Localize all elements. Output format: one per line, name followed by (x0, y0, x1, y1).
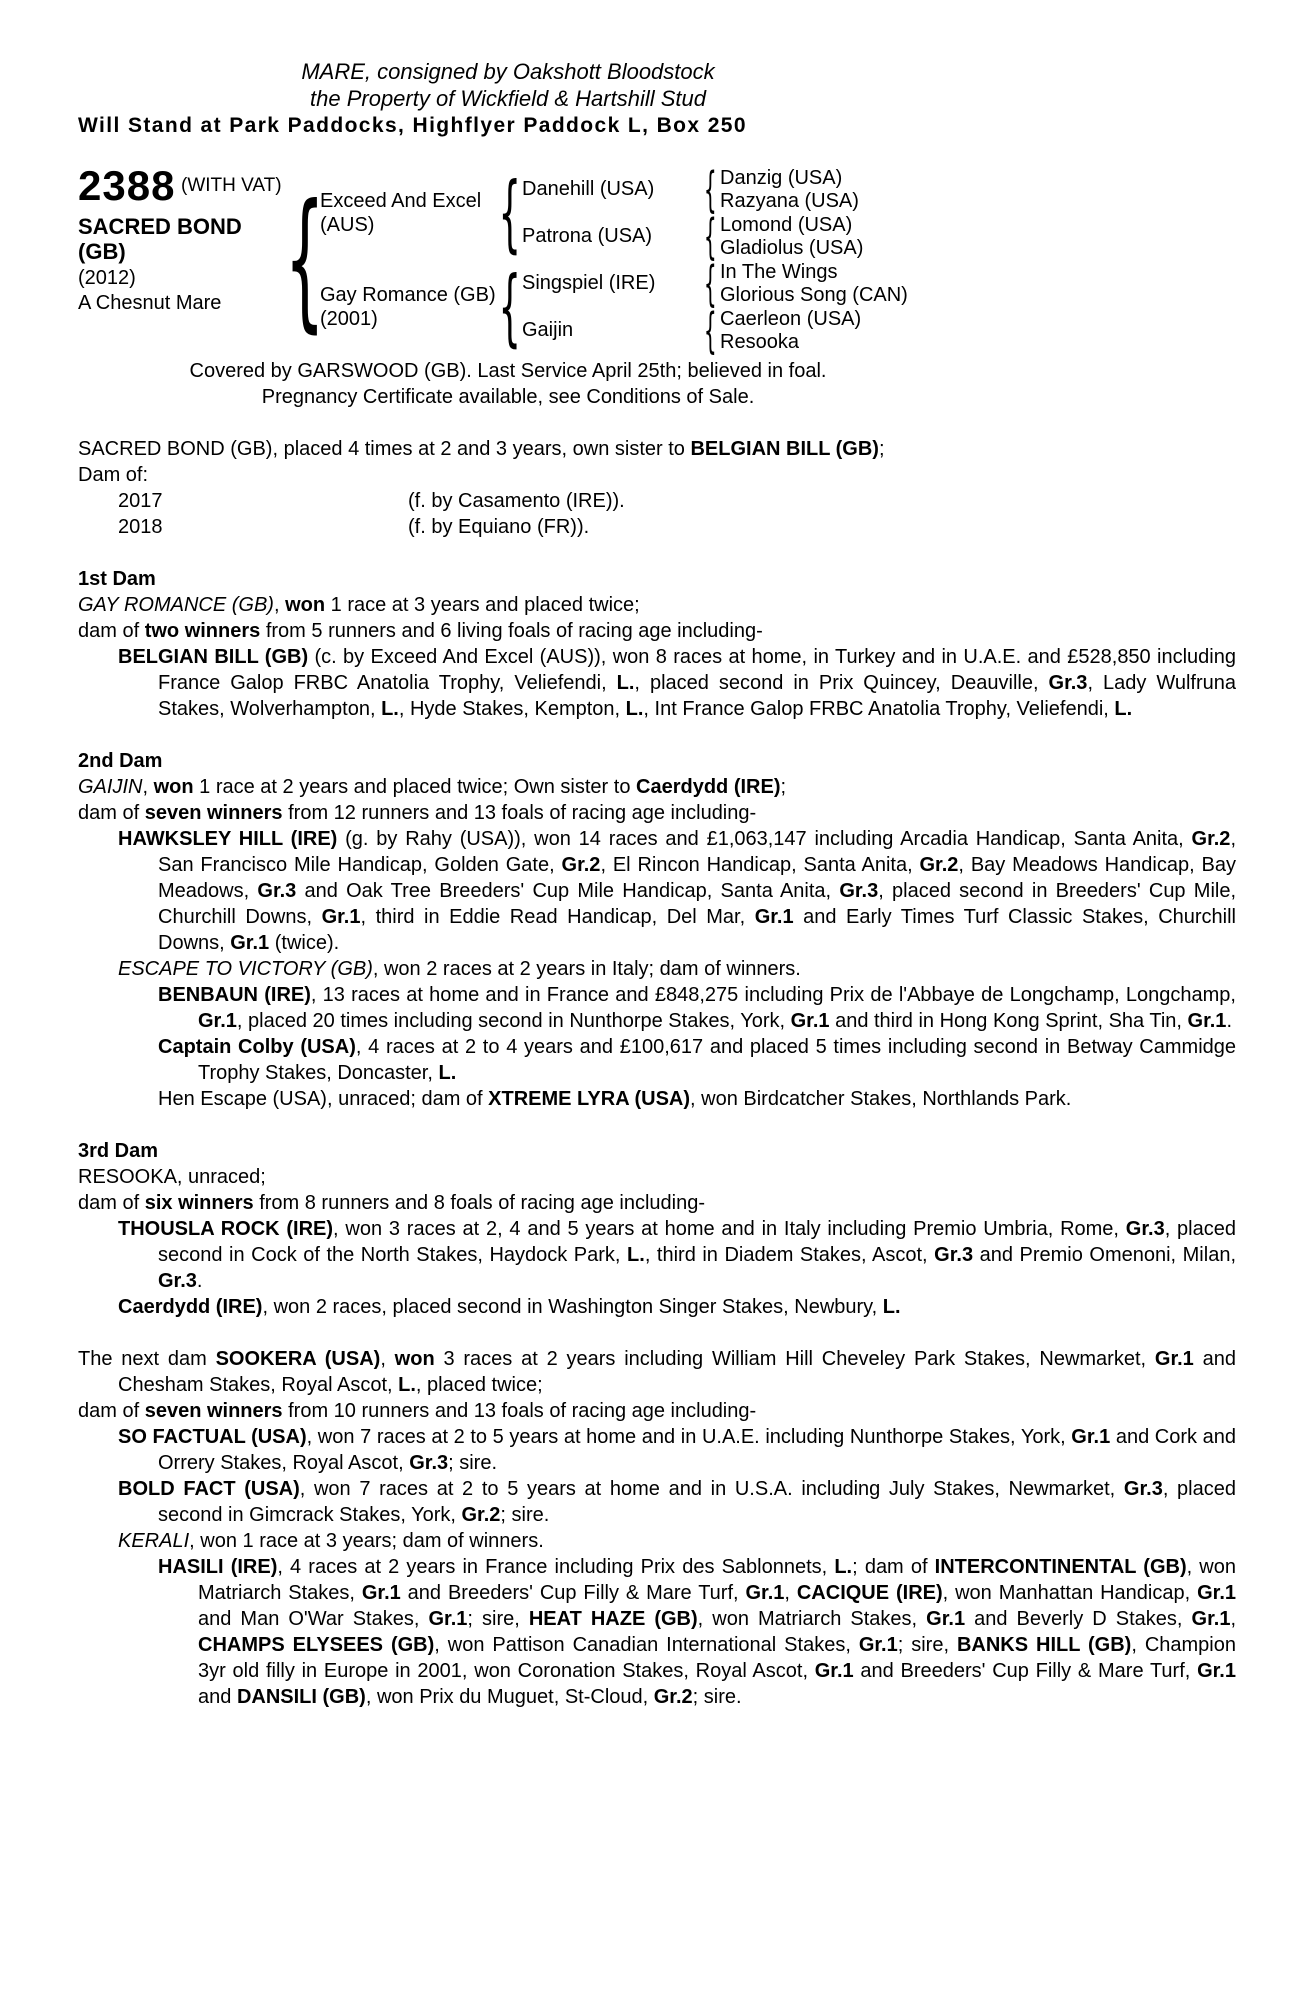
ancestor-name: Gladiolus (USA) (720, 236, 864, 259)
ancestor-name: Danzig (USA) (720, 166, 843, 189)
pedigree-paragraph: BELGIAN BILL (GB) (c. by Exceed And Excel (AUS)), won 8 races at home, in Turkey and in U.A.E. and £528,850 including France Galop FRBC Anatolia Trophy, Veliefendi, L., placed second in Prix Quincey, Deauville, Gr.3, Lady Wulfruna Stakes, Wolverhampton, L., Hyde Stakes, Kempton, L., Int France Galop FRBC Anatolia Trophy, Veliefendi, L. (118, 646, 1236, 720)
pedigree-paragraph: THOUSLA ROCK (IRE), won 3 races at 2, 4 and 5 years at home and in Italy including Premio Umbria, Rome, Gr.3, placed second in Cock of the North Stakes, Haydock Park, L., third in Diadem Stakes, Ascot, Gr.3 and Premio Omenoni, Milan, Gr.3. (118, 1218, 1236, 1292)
sire-sire-name: Danehill (USA) (522, 178, 655, 200)
property-line: the Property of Wickfield & Hartshill Stud (310, 86, 706, 111)
pedigree-paragraph: KERALI, won 1 race at 3 years; dam of winners. (118, 1530, 544, 1552)
dam-dam-branch (522, 302, 908, 359)
sire-suffix: (AUS) (320, 214, 375, 236)
horse-name: SACRED BOND (78, 214, 242, 239)
pedigree-paragraph: BOLD FACT (USA), won 7 races at 2 to 5 years at home and in U.S.A. including July Stakes, Newmarket, Gr.3, placed second in Gimcrack Stakes, York, Gr.2; sire. (118, 1478, 1236, 1526)
produce-foal: (f. by Equiano (FR)). (408, 516, 590, 538)
pedigree-paragraph: The next dam SOOKERA (USA), won 3 races at 2 years including William Hill Cheveley Park Stakes, Newmarket, Gr.1 and Chesham Stakes, Royal Ascot, L., placed twice; (78, 1348, 1236, 1396)
horse-foaling-year: (2012) (78, 267, 136, 289)
sire-dam-name: Patrona (USA) (522, 225, 653, 247)
section-next-dam (78, 1346, 1236, 1710)
pedigree-paragraph: Hen Escape (USA), unraced; dam of XTREME LYRA (USA), won Birdcatcher Stakes, Northlands Park. (158, 1088, 1072, 1110)
produce-row (78, 514, 1236, 540)
sire-brace-icon: { (498, 164, 522, 262)
stand-location-line: Will Stand at Park Paddocks, Highflyer Paddock L, Box 250 (78, 114, 747, 137)
covered-block (78, 358, 938, 410)
section-2nd-dam (78, 748, 1236, 1112)
dam-branch (320, 255, 908, 359)
pedigree-paragraph: RESOOKA, unraced; (78, 1166, 266, 1188)
section-heading-2nd-dam: 2nd Dam (78, 750, 163, 772)
pedigree-paragraph: dam of six winners from 8 runners and 8 foals of racing age including- (78, 1192, 706, 1214)
pedigree-brace-icon: { (284, 173, 326, 347)
ancestor-name: Razyana (USA) (720, 189, 859, 212)
dam-name (320, 283, 498, 331)
lot-number-line (78, 162, 290, 209)
lot-info (78, 162, 290, 354)
produce-record (78, 436, 1236, 540)
ancestor-name: Resooka (720, 330, 799, 353)
pedigree-paragraph: ESCAPE TO VICTORY (GB), won 2 races at 2 years in Italy; dam of winners. (118, 958, 801, 980)
page-header (78, 58, 938, 112)
dam-sire-branch (522, 255, 908, 312)
pedigree-paragraph: HASILI (IRE), 4 races at 2 years in France including Prix des Sablonnets, L.; dam of INTERCONTINENTAL (GB), won Matriarch Stakes, Gr.1 and Breeders' Cup Filly & Mare Turf, Gr.1, CACIQUE (IRE), won Manhattan Handicap, Gr.1 and Man O'War Stakes, Gr.1; sire, HEAT HAZE (GB), won Matriarch Stakes, Gr.1 and Beverly D Stakes, Gr.1, CHAMPS ELYSEES (GB), won Pattison Canadian International Stakes, Gr.1; sire, BANKS HILL (GB), Champion 3yr old filly in Europe in 2001, won Coronation Stakes, Royal Ascot, Gr.1 and Breeders' Cup Filly & Mare Turf, Gr.1 and DANSILI (GB), won Prix du Muguet, St-Cloud, Gr.2; sire. (158, 1556, 1237, 1708)
pedigree-paragraph: Captain Colby (USA), 4 races at 2 to 4 years and £100,617 and placed 5 times including second in Betway Cammidge Trophy Stakes, Doncaster, L. (158, 1036, 1237, 1084)
pedigree-paragraph: dam of seven winners from 10 runners and 13 foals of racing age including- (78, 1400, 757, 1422)
sire-name-line: Exceed And Excel (320, 190, 482, 212)
sire-dam-branch (522, 208, 864, 265)
pedigree-paragraph: BENBAUN (IRE), 13 races at home and in France and £848,275 including Prix de l'Abbaye de Longchamp, Longchamp, Gr.1, placed 20 times including second in Nunthorpe Stakes, York, Gr.1 and third in Hong Kong Sprint, Sha Tin, Gr.1. (158, 984, 1236, 1032)
covered-line: Covered by GARSWOOD (GB). Last Service April 25th; believed in foal. (189, 360, 827, 382)
dam-sire-name: Singspiel (IRE) (522, 272, 656, 294)
dam-suffix: (2001) (320, 308, 378, 330)
produce-year: 2018 (118, 516, 163, 538)
brace-icon: { (703, 302, 717, 359)
pregnancy-certificate-line: Pregnancy Certificate available, see Conditions of Sale. (261, 386, 755, 408)
dam-name-line: Gay Romance (GB) (320, 284, 496, 306)
lot-number: 2388 (78, 162, 176, 209)
produce-row (78, 488, 1236, 514)
vat-note: (WITH VAT) (181, 175, 282, 196)
horse-description: A Chesnut Mare (78, 292, 222, 314)
section-1st-dam (78, 566, 1236, 722)
pedigree-paragraph: Caerdydd (IRE), won 2 races, placed second in Washington Singer Stakes, Newbury, L. (118, 1296, 901, 1318)
dam-dam-name: Gaijin (522, 319, 574, 341)
ancestor-name: In The Wings (720, 260, 838, 283)
pedigree-tree (320, 161, 908, 359)
section-heading-3rd-dam: 3rd Dam (78, 1140, 159, 1162)
pedigree-paragraph: dam of seven winners from 12 runners and 13 foals of racing age including- (78, 802, 757, 824)
pedigree-paragraph: GAIJIN, won 1 race at 2 years and placed twice; Own sister to Caerdydd (IRE); (78, 776, 787, 798)
section-3rd-dam (78, 1138, 1236, 1320)
pedigree-paragraph: HAWKSLEY HILL (IRE) (g. by Rahy (USA)), won 14 races and £1,063,147 including Arcadia Handicap, Santa Anita, Gr.2, San Francisco Mile Handicap, Golden Gate, Gr.2, El Rincon Handicap, Santa Anita, Gr.2, Bay Meadows Handicap, Bay Meadows, Gr.3 and Oak Tree Breeders' Cup Mile Handicap, Santa Anita, Gr.3, placed second in Breeders' Cup Mile, Churchill Downs, Gr.1, third in Eddie Read Handicap, Del Mar, Gr.1 and Early Times Turf Classic Stakes, Churchill Downs, Gr.1 (twice). (118, 828, 1237, 954)
brace-icon: { (703, 208, 717, 265)
mare-race-record: SACRED BOND (GB), placed 4 times at 2 and 3 years, own sister to BELGIAN BILL (GB); (78, 438, 885, 460)
pedigree-paragraph: SO FACTUAL (USA), won 7 races at 2 to 5 years at home and in U.A.E. including Nunthorpe Stakes, York, Gr.1 and Cork and Orrery Stakes, Royal Ascot, Gr.3; sire. (118, 1426, 1237, 1474)
ancestor-name: Caerleon (USA) (720, 307, 862, 330)
dam-of-label: Dam of: (78, 464, 149, 486)
dam-brace-icon: { (498, 258, 522, 356)
produce-year: 2017 (118, 490, 163, 512)
ancestor-name: Lomond (USA) (720, 213, 853, 236)
horse-country: (GB) (78, 239, 126, 264)
ancestor-name: Glorious Song (CAN) (720, 283, 908, 306)
section-heading-1st-dam: 1st Dam (78, 568, 156, 590)
pedigree-paragraph: dam of two winners from 5 runners and 6 living foals of racing age including- (78, 620, 763, 642)
brace-icon: { (703, 161, 717, 218)
pedigree-paragraph: GAY ROMANCE (GB), won 1 race at 3 years and placed twice; (78, 594, 640, 616)
sire-sire-branch (522, 161, 863, 218)
sire-name (320, 189, 498, 237)
brace-icon: { (703, 255, 717, 312)
consignor-line: MARE, consigned by Oakshott Bloodstock (301, 59, 715, 84)
produce-foal: (f. by Casamento (IRE)). (408, 490, 625, 512)
sire-branch (320, 161, 908, 265)
pedigree-table (78, 161, 1236, 359)
